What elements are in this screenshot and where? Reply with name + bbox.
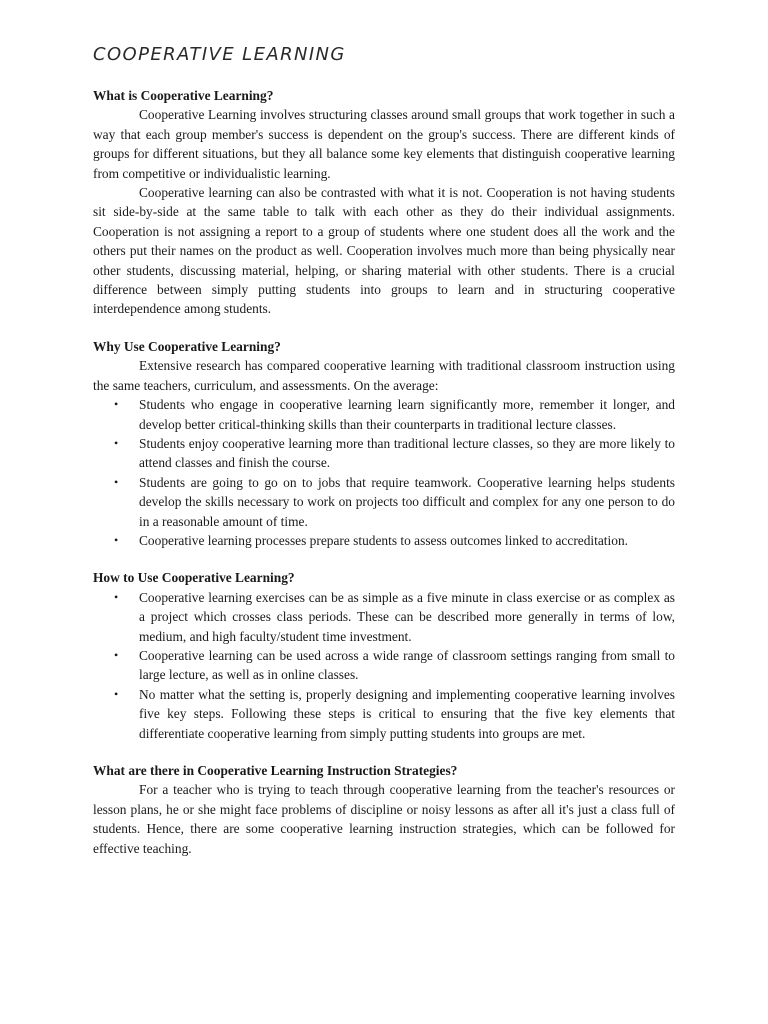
- bullet-icon: •: [114, 686, 119, 701]
- paragraph: Cooperative learning can also be contrasted with what it is not. Cooperation is not having students sit side-by-side at the same table to talk with each other as they do their individual assignments. Cooperation is not assigning a report to a group of students where one student does all the work and the others put their names on the product as well. Cooperation involves much more than being physically near other students, discussing material, helping, or sharing material with other students. There is a crucial difference between simply putting students into groups to learn and in structuring cooperative interdependence among students.: [93, 185, 675, 317]
- bullet-icon: •: [114, 397, 119, 412]
- bullet-icon: •: [114, 474, 119, 489]
- list-item: [93, 531, 675, 550]
- section: [93, 337, 675, 550]
- list-item-text: Students enjoy cooperative learning more than traditional lecture classes, so they are more likely to attend classes and finish the course.: [139, 435, 675, 471]
- section-heading: Why Use Cooperative Learning?: [93, 338, 281, 354]
- bullet-icon: •: [114, 435, 119, 450]
- section-heading: How to Use Cooperative Learning?: [93, 570, 295, 586]
- list-item-text: Cooperative learning processes prepare students to assess outcomes linked to accreditation.: [139, 532, 628, 548]
- section-heading: What are there in Cooperative Learning Instruction Strategies?: [93, 763, 458, 778]
- section: [93, 86, 675, 319]
- section-heading: What is Cooperative Learning?: [93, 88, 274, 103]
- bullet-icon: •: [114, 647, 119, 662]
- section: [93, 761, 675, 858]
- bullet-list: [93, 395, 675, 550]
- bullet-icon: •: [114, 532, 119, 547]
- paragraph: Cooperative Learning involves structuring classes around small groups that work together in such a way that each group member's success is dependent on the group's success. There are different kinds of groups for different situations, but they all balance some key elements that distinguish cooperative learning from competitive or individualistic learning.: [93, 107, 675, 181]
- section: [93, 568, 675, 743]
- list-item: [93, 395, 675, 434]
- list-item: [93, 588, 675, 646]
- list-item: [93, 434, 675, 473]
- list-item: [93, 646, 675, 685]
- list-item: [93, 685, 675, 743]
- document-body: [93, 86, 675, 858]
- list-item-text: Students are going to go on to jobs that require teamwork. Cooperative learning helps students develop the skills necessary to work on projects too difficult and complex for any one person to do in a reasonable amount of time.: [139, 474, 675, 529]
- list-item: [93, 473, 675, 531]
- document-title: COOPERATIVE LEARNING: [93, 44, 346, 65]
- list-item-text: Cooperative learning exercises can be as simple as a five minute in class exercise or as complex as a project which crosses class periods. These can be described more generally in terms of low, medium, and high faculty/student time investment.: [139, 589, 675, 644]
- list-item-text: Cooperative learning can be used across a wide range of classroom settings ranging from small to large lecture, as well as in online classes.: [139, 647, 675, 683]
- paragraph: For a teacher who is trying to teach through cooperative learning from the teacher's resources or lesson plans, he or she might face problems of discipline or noisy lessons as after all it's just a class full of students. Hence, there are some cooperative learning instruction strategies, which can be followed for effective teaching.: [93, 782, 675, 856]
- paragraph: Extensive research has compared cooperative learning with traditional classroom instruction using the same teachers, curriculum, and assessments. On the average:: [93, 358, 675, 393]
- list-item-text: Students who engage in cooperative learning learn significantly more, remember it longer, and develop better critical-thinking skills than their counterparts in traditional lecture classes.: [139, 397, 675, 432]
- bullet-list: [93, 588, 675, 743]
- list-item-text: No matter what the setting is, properly designing and implementing cooperative learning involves five key steps. Following these steps is critical to ensuring that the five key elements that differentiate cooperative learning from simply putting students into groups are met.: [139, 686, 675, 741]
- bullet-icon: •: [114, 589, 119, 604]
